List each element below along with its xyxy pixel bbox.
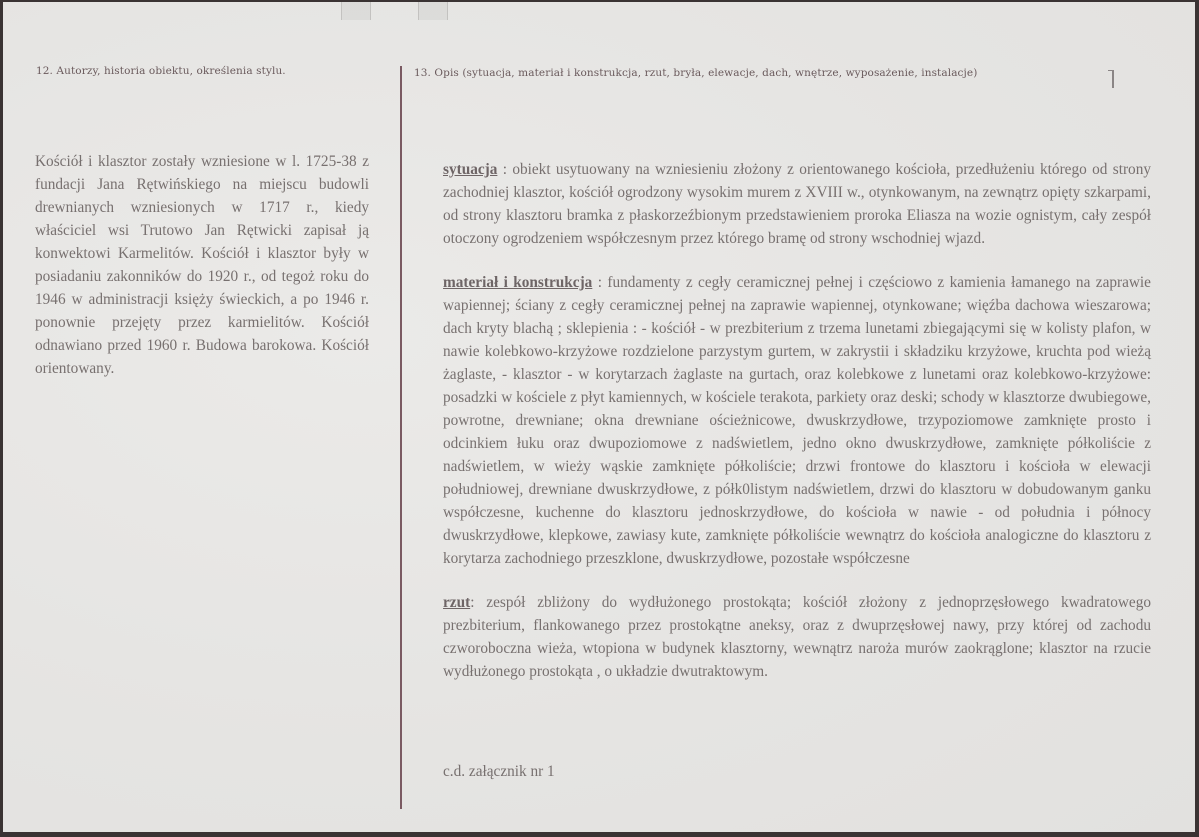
section-title: rzut	[443, 594, 471, 611]
section-title: materiał i konstrukcja	[443, 274, 593, 291]
description-column	[443, 158, 1151, 704]
continuation-note: c.d. załącznik nr 1	[443, 763, 555, 780]
section-rzut	[443, 591, 1151, 683]
section-title: sytuacja	[443, 161, 498, 178]
section-text: fundamenty z cegły ceramicznej pełnej i częściowo z kamienia łamanego na zaprawie wapiennej; ściany z cegły ceramicznej pełnej na zaprawie wapiennej, otynkowane; więźba dachowa wieszarowa; dach kryty blachą ; sklepienia : - kościół - w prezbiterium z trzema lunetami zbiegającymi się w kolisty plafon, w nawie kolebkowo-krzyżowe rozdzielone parzystym gurtem, w zakrystii i składziku krzyżowe, kruchta pod wieżą żaglaste, - klasztor - w korytarzach żaglaste na gurtach, oraz kolebkowe z lunetami oraz kolebkowo-krzyżowe: posadzki w kościele z płyt kamiennych, w kościele terakota, parkiety oraz deski; schody w klasztorze dwubiegowe, powrotne, drewniane; okna drewniane ościeżnicowe, dwuskrzydłowe, trzypoziomowe zamknięte prosto i odcinkiem łuku oraz dwupoziomowe z nadświetlem, jedno okno dwuskrzydłowe, zamknięte półkoliście z nadświetlem, w wieży wąskie zamknięte półkoliście; drzwi frontowe do klasztoru i kościoła w elewacji południowej, drewniane dwuskrzydłowe, z półk0listym nadświetlem, drzwi do klasztoru w dobudowanym ganku współczesne, kuchenne do klasztoru jednoskrzydłowe, do kościoła w nawie - od południa i północy dwuskrzydłowe, klepkowe, zawiasy kute, zamknięte półkoliście wewnątrz do kościoła analogiczne do klasztoru z korytarza zachodniego przeszklone, dwuskrzydłowe, pozostałe współczesne	[443, 274, 1151, 567]
history-text: Kościół i klasztor zostały wzniesione w l. 1725-38 z fundacji Jana Rętwińskiego na miejscu budowli drewnianych wzniesionych w 1717 r., kiedy właściciel wsi Trutowo Jan Rętwicki zapisał ją konwektowi Karmelitów. Kościół i klasztor były w posiadaniu zakonników do 1920 r., od tegoż roku do 1946 w administracji księży świeckich, a po 1946 r. ponownie przejęty przez karmielitów. Kościół odnawiano przed 1960 r. Budowa barokowa. Kościół orientowany.	[35, 153, 369, 377]
section-material-konstrukcja	[443, 271, 1151, 570]
history-column	[35, 150, 369, 380]
section-separator: :	[592, 274, 608, 291]
section-sytuacja	[443, 158, 1151, 250]
section-13-label: 13. Opis (sytuacja, materiał i konstrukcja, rzut, bryła, elewacje, dach, wnętrze, wyposażenie, instalacje)	[414, 67, 978, 79]
section-text: obiekt usytuowany na wzniesieniu złożony z orientowanego kościoła, przedłużeniu którego od strony zachodniej klasztor, kościół ogrodzony wysokim murem z XVIII w., otynkowanym, na zewnątrz opięty szkarpami, od strony klasztoru bramka z płaskorzeźbionym przedstawieniem proroka Eliasza na wozie ognistym, cały zespół otoczony ogrodzeniem współczesnym przez którego bramę od strony wschodniej wjazd.	[443, 161, 1151, 247]
document-page	[3, 2, 1195, 832]
section-separator: :	[497, 161, 513, 178]
section-separator: :	[470, 594, 487, 611]
bracket-mark	[1112, 70, 1114, 88]
fold-mark	[418, 2, 448, 20]
column-divider	[400, 66, 402, 809]
fold-mark	[341, 2, 371, 20]
section-12-label: 12. Autorzy, historia obiektu, określenia stylu.	[36, 65, 286, 77]
section-text: zespół zbliżony do wydłużonego prostokąta; kościół złożony z jednoprzęsłowego kwadratowego prezbiterium, flankowanego przez prostokątne aneksy, oraz z dwuprzęsłowej nawy, przy której od zachodu czworoboczna wieża, wtopiona w budynek klasztorny, wewnątrz naroża murów zaokrąglone; klasztor na rzucie wydłużonego prostokąta , o układzie dwutraktowym.	[443, 594, 1151, 680]
